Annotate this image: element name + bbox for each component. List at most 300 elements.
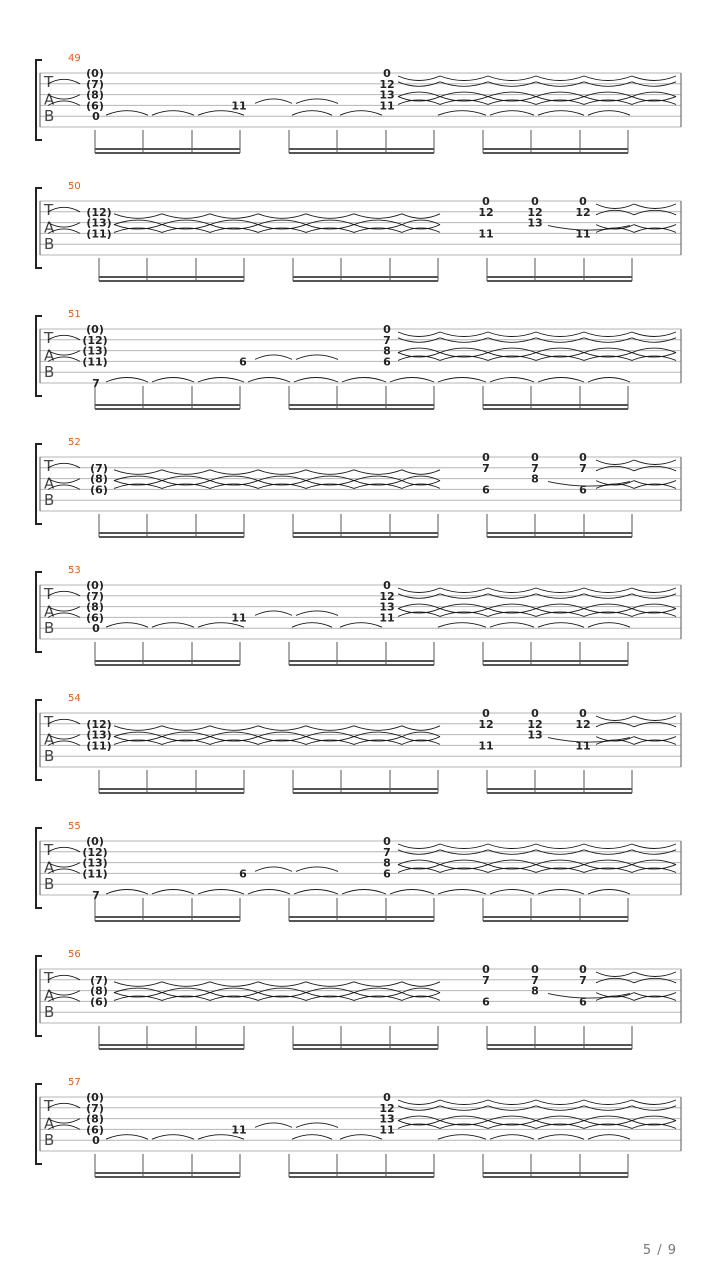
tie-arc (340, 623, 382, 628)
fret-number: 12 (575, 717, 591, 731)
tab-clef-letter: T (44, 457, 54, 475)
tie-arc (632, 868, 676, 873)
tie-arc (398, 865, 440, 870)
tie-arc (402, 225, 440, 230)
tie-arc (114, 470, 162, 475)
tie-arc (306, 993, 354, 998)
note-beam (95, 148, 240, 150)
tie-arc (162, 484, 210, 489)
tie-arc (354, 484, 402, 489)
tie-arc (114, 214, 162, 219)
tie-arc (340, 1135, 382, 1140)
tie-arc (440, 76, 488, 81)
tie-arc (114, 228, 162, 233)
tie-arc (440, 100, 488, 105)
tie-arc (632, 332, 676, 337)
tie-arc (402, 470, 440, 475)
note-beam (95, 916, 240, 918)
fret-number: 0 (531, 195, 539, 208)
fret-number: (7) (86, 1101, 104, 1115)
tie-arc (488, 865, 536, 870)
fret-number: 0 (579, 707, 587, 720)
tie-arc (596, 972, 634, 977)
tie-arc (306, 484, 354, 489)
measure-number: 55 (68, 821, 81, 832)
tie-arc (488, 844, 536, 849)
tie-arc (354, 737, 402, 742)
fret-number: 11 (379, 99, 395, 113)
tie-arc (440, 97, 488, 102)
tie-arc (632, 76, 676, 81)
note-beam (487, 536, 632, 538)
tie-arc (255, 867, 292, 872)
note-beam (99, 280, 244, 282)
note-beam (99, 1044, 244, 1046)
tie-arc (292, 111, 332, 116)
tie-arc (296, 611, 338, 616)
tie-arc (490, 623, 534, 628)
note-beam (289, 404, 434, 406)
tie-arc (402, 996, 440, 1001)
tie-arc (438, 111, 486, 116)
tie-arc (258, 484, 306, 489)
fret-number: 0 (482, 451, 490, 464)
tie-arc (210, 740, 258, 745)
fret-number: (11) (82, 867, 108, 881)
tie-arc (440, 588, 488, 593)
tie-arc (536, 97, 584, 102)
fret-number: 8 (383, 856, 391, 870)
fret-number: (12) (86, 717, 112, 731)
tie-arc (114, 982, 162, 987)
tie-arc (438, 378, 486, 383)
tab-clef-letter: T (44, 585, 54, 603)
tie-arc (634, 716, 676, 721)
tie-arc (114, 993, 162, 998)
tie-arc (210, 484, 258, 489)
tie-arc (258, 996, 306, 1001)
tab-clef-letter: B (44, 875, 55, 894)
note-beam (289, 1176, 434, 1178)
fret-number: 6 (482, 483, 490, 497)
note-beam (289, 408, 434, 410)
fret-number: (8) (86, 600, 104, 614)
tie-arc (402, 737, 440, 742)
tie-arc (162, 726, 210, 731)
note-beam (293, 276, 438, 278)
tie-arc (354, 225, 402, 230)
tie-arc (255, 611, 292, 616)
tie-arc (398, 844, 440, 849)
tie-arc (488, 609, 536, 614)
tie-arc (632, 1124, 676, 1129)
note-beam (483, 148, 628, 150)
note-beam (483, 1172, 628, 1174)
tie-arc (440, 1124, 488, 1129)
tab-clef-letter: A (44, 858, 55, 877)
tie-arc (398, 609, 440, 614)
tie-arc (402, 726, 440, 731)
fret-number: 12 (527, 717, 543, 731)
tie-arc (258, 726, 306, 731)
tie-arc (536, 356, 584, 361)
fret-number: 0 (383, 835, 391, 848)
fret-number: (0) (86, 1091, 104, 1104)
note-beam (487, 1048, 632, 1050)
tab-clef-letter: B (44, 1003, 55, 1022)
note-beam (95, 152, 240, 154)
fret-number: (6) (90, 995, 108, 1009)
system-bracket (36, 60, 42, 140)
measure-number: 57 (68, 1077, 81, 1088)
tie-arc (114, 484, 162, 489)
note-beam (293, 792, 438, 794)
staff-system (36, 309, 681, 410)
tie-arc (488, 868, 536, 873)
fret-number: 0 (482, 963, 490, 976)
tie-arc (106, 1135, 148, 1140)
tie-arc (306, 228, 354, 233)
tie-arc (114, 740, 162, 745)
tie-arc (114, 225, 162, 230)
fret-number: 13 (379, 88, 395, 102)
fret-number: 12 (527, 205, 543, 219)
fret-number: (8) (90, 984, 108, 998)
tie-arc (306, 726, 354, 731)
tie-arc (210, 214, 258, 219)
tie-arc (596, 722, 634, 727)
tie-arc (162, 737, 210, 742)
fret-number: 7 (482, 461, 490, 475)
tie-arc (292, 623, 332, 628)
staff-system (36, 181, 681, 282)
fret-number: 0 (383, 67, 391, 80)
tab-clef-letter: T (44, 201, 54, 219)
system-bracket (36, 956, 42, 1036)
tie-arc (398, 1121, 440, 1126)
tie-arc (162, 214, 210, 219)
tie-arc (440, 356, 488, 361)
note-beam (289, 660, 434, 662)
note-beam (289, 664, 434, 666)
tab-clef-letter: A (44, 986, 55, 1005)
tie-arc (398, 332, 440, 337)
tie-arc (584, 100, 632, 105)
tab-clef-letter: B (44, 1131, 55, 1150)
tie-arc (632, 356, 676, 361)
note-beam (487, 788, 632, 790)
tie-arc (402, 993, 440, 998)
tie-arc (162, 228, 210, 233)
note-beam (289, 152, 434, 154)
fret-number: 0 (579, 451, 587, 464)
tie-arc (114, 996, 162, 1001)
tie-arc (490, 1135, 534, 1140)
staff-system (36, 949, 681, 1050)
staff-system (36, 693, 681, 794)
tie-arc (258, 740, 306, 745)
tie-arc (210, 726, 258, 731)
tie-arc (292, 1135, 332, 1140)
tie-arc (390, 378, 434, 383)
note-beam (293, 532, 438, 534)
tie-arc (536, 100, 584, 105)
tie-arc (538, 111, 584, 116)
tie-arc (106, 111, 148, 116)
note-beam (95, 1176, 240, 1178)
fret-number: 11 (231, 1123, 247, 1137)
tie-arc (258, 228, 306, 233)
tie-arc (438, 1135, 486, 1140)
note-beam (487, 792, 632, 794)
tie-arc (584, 588, 632, 593)
fret-number: 12 (379, 589, 395, 603)
tie-arc (634, 228, 676, 233)
tie-arc (488, 588, 536, 593)
tie-arc (440, 353, 488, 358)
tie-arc (398, 1124, 440, 1129)
tie-arc (632, 97, 676, 102)
note-beam (95, 664, 240, 666)
tie-arc (440, 1100, 488, 1105)
tie-arc (296, 99, 338, 104)
tie-arc (162, 982, 210, 987)
tie-arc (210, 225, 258, 230)
fret-number: 6 (482, 995, 490, 1009)
note-beam (483, 152, 628, 154)
fret-number: 11 (379, 611, 395, 625)
tie-arc (632, 844, 676, 849)
tie-arc (152, 890, 194, 895)
staff-system (36, 821, 681, 922)
tie-arc (634, 722, 676, 727)
tie-arc (634, 737, 676, 742)
tie-arc (634, 993, 676, 998)
tie-arc (398, 97, 440, 102)
tie-arc (106, 623, 148, 628)
tie-arc (354, 481, 402, 486)
fret-number: 6 (383, 355, 391, 369)
tie-arc (306, 982, 354, 987)
tie-arc (210, 481, 258, 486)
tie-arc (536, 612, 584, 617)
fret-number: (0) (86, 835, 104, 848)
tie-arc (584, 868, 632, 873)
tie-arc (488, 1100, 536, 1105)
tie-arc (294, 378, 338, 383)
tie-arc (152, 111, 194, 116)
fret-number: 7 (92, 377, 100, 390)
tie-arc (162, 740, 210, 745)
note-beam (483, 404, 628, 406)
fret-number: 0 (383, 323, 391, 336)
tab-clef-letter: T (44, 1097, 54, 1115)
note-beam (95, 660, 240, 662)
tie-arc (584, 609, 632, 614)
note-beam (99, 276, 244, 278)
tie-arc (536, 609, 584, 614)
tie-arc (402, 484, 440, 489)
tie-arc (258, 737, 306, 742)
fret-number: 13 (379, 600, 395, 614)
tie-arc (634, 225, 676, 230)
note-beam (487, 1044, 632, 1046)
tie-arc (536, 868, 584, 873)
note-beam (293, 1048, 438, 1050)
fret-number: 0 (92, 622, 100, 636)
tie-arc (632, 100, 676, 105)
tie-arc (584, 356, 632, 361)
fret-number: 0 (383, 579, 391, 592)
tie-arc (398, 353, 440, 358)
fret-number: 12 (575, 205, 591, 219)
tie-arc (354, 996, 402, 1001)
tie-arc (402, 982, 440, 987)
tab-clef-letter: B (44, 107, 55, 126)
tie-arc (490, 890, 534, 895)
fret-number: (7) (90, 973, 108, 987)
tie-arc (258, 225, 306, 230)
page-number: 5 / 9 (642, 1243, 677, 1258)
tie-arc (588, 111, 630, 116)
fret-number: 0 (531, 707, 539, 720)
tie-arc (536, 844, 584, 849)
tab-clef-letter: T (44, 713, 54, 731)
fret-number: 6 (239, 355, 247, 369)
fret-number: 7 (383, 333, 391, 347)
tie-arc (588, 1135, 630, 1140)
fret-number: (7) (86, 77, 104, 91)
note-beam (483, 660, 628, 662)
note-beam (483, 1176, 628, 1178)
tie-arc (596, 466, 634, 471)
tie-arc (536, 1124, 584, 1129)
tie-arc (488, 353, 536, 358)
tie-arc (354, 982, 402, 987)
note-beam (487, 276, 632, 278)
fret-number: 7 (92, 889, 100, 902)
tie-arc (634, 972, 676, 977)
tie-arc (536, 353, 584, 358)
note-beam (95, 920, 240, 922)
tie-arc (210, 737, 258, 742)
tie-arc (634, 460, 676, 465)
tie-arc (306, 481, 354, 486)
fret-number: 11 (231, 611, 247, 625)
fret-number: 6 (579, 995, 587, 1009)
tie-arc (340, 111, 382, 116)
tie-arc (152, 378, 194, 383)
tie-arc (536, 588, 584, 593)
system-bracket (36, 700, 42, 780)
fret-number: 8 (531, 472, 539, 486)
tie-arc (258, 214, 306, 219)
tab-clef-letter: A (44, 730, 55, 749)
tab-clef-letter: A (44, 346, 55, 365)
tie-arc (538, 378, 584, 383)
tie-arc (440, 844, 488, 849)
tie-arc (354, 470, 402, 475)
tab-clef-letter: A (44, 474, 55, 493)
tie-arc (634, 996, 676, 1001)
fret-number: 0 (531, 963, 539, 976)
tie-arc (488, 332, 536, 337)
tab-clef-letter: B (44, 491, 55, 510)
note-beam (99, 532, 244, 534)
fret-number: 7 (579, 973, 587, 987)
tie-arc (632, 865, 676, 870)
note-beam (95, 404, 240, 406)
fret-number: (0) (86, 67, 104, 80)
tie-arc (588, 623, 630, 628)
tie-arc (398, 100, 440, 105)
tie-arc (255, 99, 292, 104)
fret-number: 0 (92, 1134, 100, 1148)
fret-number: (13) (86, 216, 112, 230)
tie-arc (490, 111, 534, 116)
system-bracket (36, 444, 42, 524)
note-beam (293, 788, 438, 790)
tie-arc (584, 353, 632, 358)
tie-arc (152, 1135, 194, 1140)
tie-arc (634, 481, 676, 486)
tie-arc (440, 865, 488, 870)
tab-clef-letter: T (44, 73, 54, 91)
measure-number: 56 (68, 949, 81, 960)
note-beam (483, 408, 628, 410)
tie-arc (255, 355, 292, 360)
note-beam (483, 920, 628, 922)
tie-arc (634, 484, 676, 489)
tie-arc (596, 716, 634, 721)
tie-arc (538, 1135, 584, 1140)
tie-arc (354, 740, 402, 745)
tie-arc (162, 481, 210, 486)
tie-arc (438, 890, 486, 895)
tie-arc (210, 996, 258, 1001)
tie-arc (402, 228, 440, 233)
fret-number: 0 (579, 195, 587, 208)
tie-arc (114, 726, 162, 731)
tie-arc (248, 378, 290, 383)
tie-arc (398, 356, 440, 361)
fret-number: (6) (86, 99, 104, 113)
fret-number: (11) (82, 355, 108, 369)
fret-number: 12 (478, 205, 494, 219)
tie-arc (440, 612, 488, 617)
tie-arc (342, 378, 386, 383)
tie-arc (342, 890, 386, 895)
note-beam (99, 536, 244, 538)
fret-number: 8 (383, 344, 391, 358)
note-beam (289, 920, 434, 922)
tie-arc (488, 97, 536, 102)
tie-arc (354, 993, 402, 998)
tie-arc (488, 612, 536, 617)
fret-number: 7 (531, 461, 539, 475)
tab-clef-letter: A (44, 90, 55, 109)
tie-arc (258, 470, 306, 475)
tie-arc (536, 332, 584, 337)
tie-arc (488, 76, 536, 81)
note-beam (289, 148, 434, 150)
tie-arc (596, 978, 634, 983)
tie-arc (398, 1100, 440, 1105)
fret-number: 11 (575, 739, 591, 753)
fret-number: (13) (82, 344, 108, 358)
fret-number: (12) (82, 333, 108, 347)
tie-arc (488, 1121, 536, 1126)
